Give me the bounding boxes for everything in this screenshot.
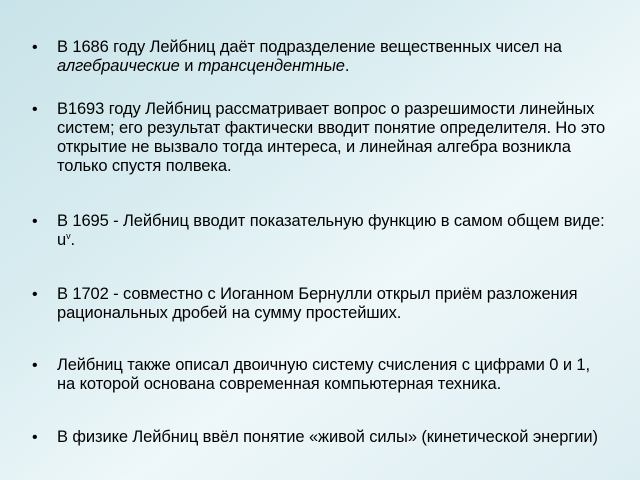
bullet-item-real-numbers (30, 38, 610, 76)
term-transcendental: трансцендентные (197, 57, 345, 75)
bullet-icon: • (32, 286, 38, 303)
bullet-list (30, 38, 610, 447)
bullet-item-vis-viva (30, 428, 610, 447)
bullet-icon: • (32, 101, 38, 118)
bullet-text: и (179, 57, 198, 75)
bullet-item-determinant (30, 100, 610, 176)
bullet-icon: • (32, 39, 38, 56)
bullet-text: . (344, 57, 350, 75)
bullet-item-binary-system (30, 356, 610, 394)
bullet-icon: • (32, 213, 38, 230)
term-algebraic: алгебраические (57, 57, 180, 75)
bullet-text: В физике Лейбниц ввёл понятие «живой силы» (кинетической энергии) (57, 428, 598, 446)
bullet-text: В 1702 - совместно с Иоганном Бернулли открыл приём разложения рациональных дробей на сумму простейших. (57, 285, 578, 322)
bullet-icon: • (32, 357, 38, 374)
bullet-text: В 1695 - Лейбниц вводит показательную функцию в самом общем виде: u (57, 212, 605, 249)
bullet-text: В1693 году Лейбниц рассматривает вопрос о разрешимости линейных систем; его результат фактически вводит понятие определителя. Но это открытие не вызвало тогда интереса, и линейная алгебра возникла только спустя полвека. (57, 100, 606, 175)
exponent-superscript: v (66, 231, 71, 241)
bullet-text: . (70, 231, 75, 249)
bullet-item-exponential (30, 212, 610, 250)
bullet-text: Лейбниц также описал двоичную систему счисления с цифрами 0 и 1, на которой основана современная компьютерная техника. (57, 356, 590, 393)
bullet-text: В 1686 году Лейбниц даёт подразделение вещественных чисел на (57, 38, 562, 56)
bullet-icon: • (32, 429, 38, 446)
bullet-item-partial-fractions (30, 285, 610, 323)
